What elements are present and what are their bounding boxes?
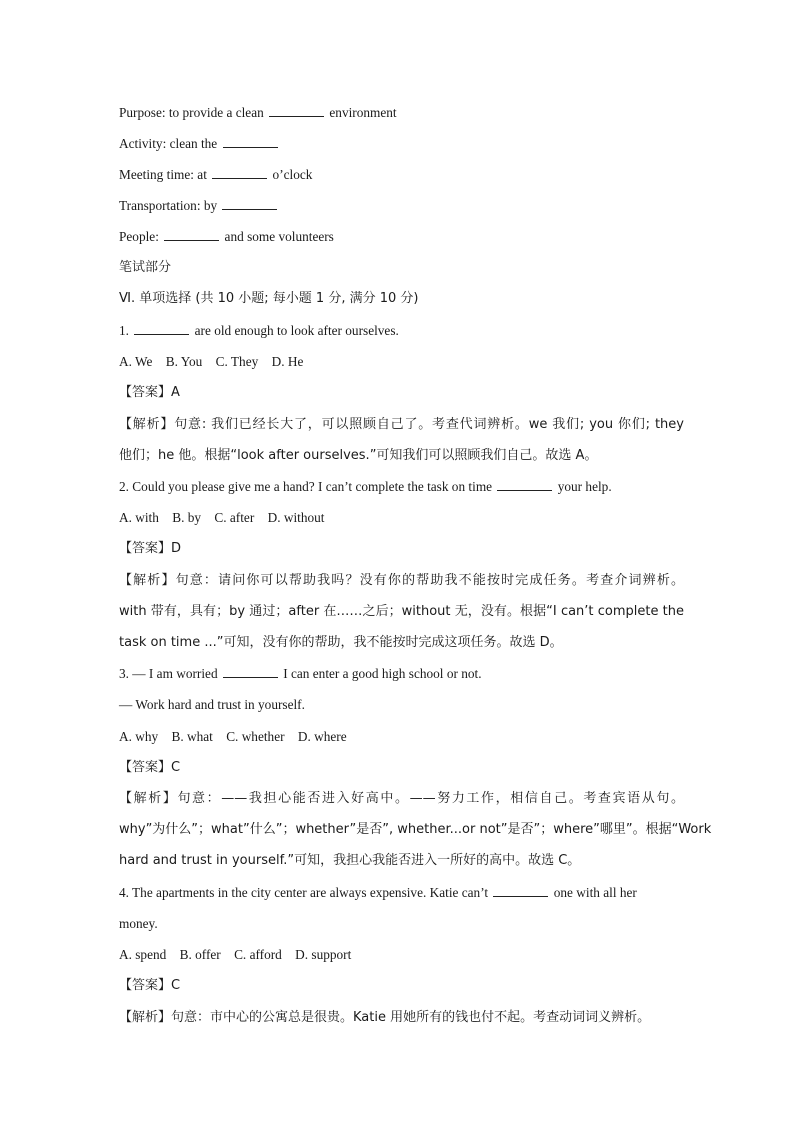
option-d: D. without bbox=[267, 510, 325, 525]
question-2-analysis: with 带有，具有；by 通过；after 在……之后；without 无，没有。根据“I can’t complete the bbox=[119, 604, 684, 619]
option-a: A. with bbox=[119, 510, 159, 525]
question-1-options bbox=[119, 353, 684, 371]
meeting-tail: o’clock bbox=[272, 167, 313, 182]
question-4-analysis: 【解析】句意：市中心的公寓总是很贵。Katie 用她所有的钱也付不起。考查动词词义辨析。 bbox=[119, 1010, 651, 1025]
answer-blank bbox=[164, 228, 219, 241]
question-4-stem-continued: money. bbox=[119, 916, 158, 931]
answer-blank bbox=[223, 665, 278, 678]
purpose-label: Purpose: to provide a clean bbox=[119, 105, 264, 120]
question-2-answer: 【答案】D bbox=[119, 541, 182, 556]
question-text: 4. The apartments in the city center are always expensive. Katie can’t bbox=[119, 885, 489, 900]
answer-blank bbox=[223, 135, 278, 148]
question-3-answer: 【答案】C bbox=[119, 760, 181, 775]
question-3-reply: — Work hard and trust in yourself. bbox=[119, 697, 305, 712]
question-1-stem bbox=[119, 322, 684, 340]
meeting-label: Meeting time: at bbox=[119, 167, 207, 182]
question-3-analysis: hard and trust in yourself.”可知，我担心我能否进入一所好的高中。故选 C。 bbox=[119, 853, 581, 868]
option-c: C. They bbox=[215, 354, 259, 369]
option-b: B. You bbox=[165, 354, 203, 369]
question-2-options bbox=[119, 509, 684, 527]
question-3-analysis: why”为什么”；what”什么”；whether”是否”, whether...or not”是否”；where”哪里”。根据“Work bbox=[119, 822, 712, 837]
option-c: C. afford bbox=[234, 947, 282, 962]
question-text: 2. Could you please give me a hand? I can’t complete the task on time bbox=[119, 479, 493, 494]
purpose-line bbox=[119, 104, 684, 122]
answer-blank bbox=[493, 884, 548, 897]
question-text: I can enter a good high school or not. bbox=[283, 666, 482, 681]
option-d: D. He bbox=[271, 354, 304, 369]
option-a: A. We bbox=[119, 354, 153, 369]
option-c: C. after bbox=[214, 510, 255, 525]
question-2-analysis: 【解析】句意：请问你可以帮助我吗？没有你的帮助我不能按时完成任务。考查介词辨析。 bbox=[119, 573, 684, 588]
people-label: People: bbox=[119, 229, 159, 244]
answer-blank bbox=[222, 197, 277, 210]
transport-line bbox=[119, 197, 684, 215]
question-text: 3. — I am worried bbox=[119, 666, 218, 681]
purpose-tail: environment bbox=[329, 105, 397, 120]
question-2-analysis: task on time ...”可知，没有你的帮助，我不能按时完成这项任务。故选 D。 bbox=[119, 635, 563, 650]
question-1-analysis: 他们；he 他。根据“look after ourselves.”可知我们可以照顾我们自己。故选 A。 bbox=[119, 448, 598, 463]
question-4-stem bbox=[119, 884, 684, 902]
option-b: B. by bbox=[172, 510, 202, 525]
option-d: D. support bbox=[295, 947, 352, 962]
people-tail: and some volunteers bbox=[224, 229, 334, 244]
question-1-analysis: 【解析】句意: 我们已经长大了，可以照顾自己了。考查代词辨析。we 我们; you 你们; they bbox=[119, 417, 684, 432]
question-3-options bbox=[119, 728, 684, 746]
activity-label: Activity: clean the bbox=[119, 136, 218, 151]
question-1-answer: 【答案】A bbox=[119, 385, 180, 400]
option-a: A. spend bbox=[119, 947, 167, 962]
option-b: B. offer bbox=[179, 947, 221, 962]
answer-blank bbox=[269, 104, 324, 117]
answer-blank bbox=[134, 322, 189, 335]
question-3-analysis: 【解析】句意：——我担心能否进入好高中。——努力工作，相信自己。考查宾语从句。 bbox=[119, 791, 684, 806]
activity-line bbox=[119, 135, 684, 153]
answer-blank bbox=[212, 166, 267, 179]
option-d: D. where bbox=[297, 729, 347, 744]
question-text: one with all her bbox=[553, 885, 637, 900]
question-4-options bbox=[119, 946, 684, 964]
people-line bbox=[119, 228, 684, 246]
answer-blank bbox=[497, 478, 552, 491]
question-2-stem bbox=[119, 478, 684, 496]
question-4-answer: 【答案】C bbox=[119, 978, 181, 993]
option-c: C. whether bbox=[226, 729, 285, 744]
transport-label: Transportation: by bbox=[119, 198, 218, 213]
question-number: 1. bbox=[119, 323, 129, 338]
section-heading: Ⅵ. 单项选择 (共 10 小题; 每小题 1 分, 满分 10 分) bbox=[119, 291, 419, 306]
option-b: B. what bbox=[171, 729, 213, 744]
meeting-line bbox=[119, 166, 684, 184]
question-text: your help. bbox=[557, 479, 612, 494]
question-text: are old enough to look after ourselves. bbox=[194, 323, 399, 338]
option-a: A. why bbox=[119, 729, 159, 744]
question-3-stem bbox=[119, 665, 684, 683]
written-part-title: 笔试部分 bbox=[119, 260, 172, 275]
